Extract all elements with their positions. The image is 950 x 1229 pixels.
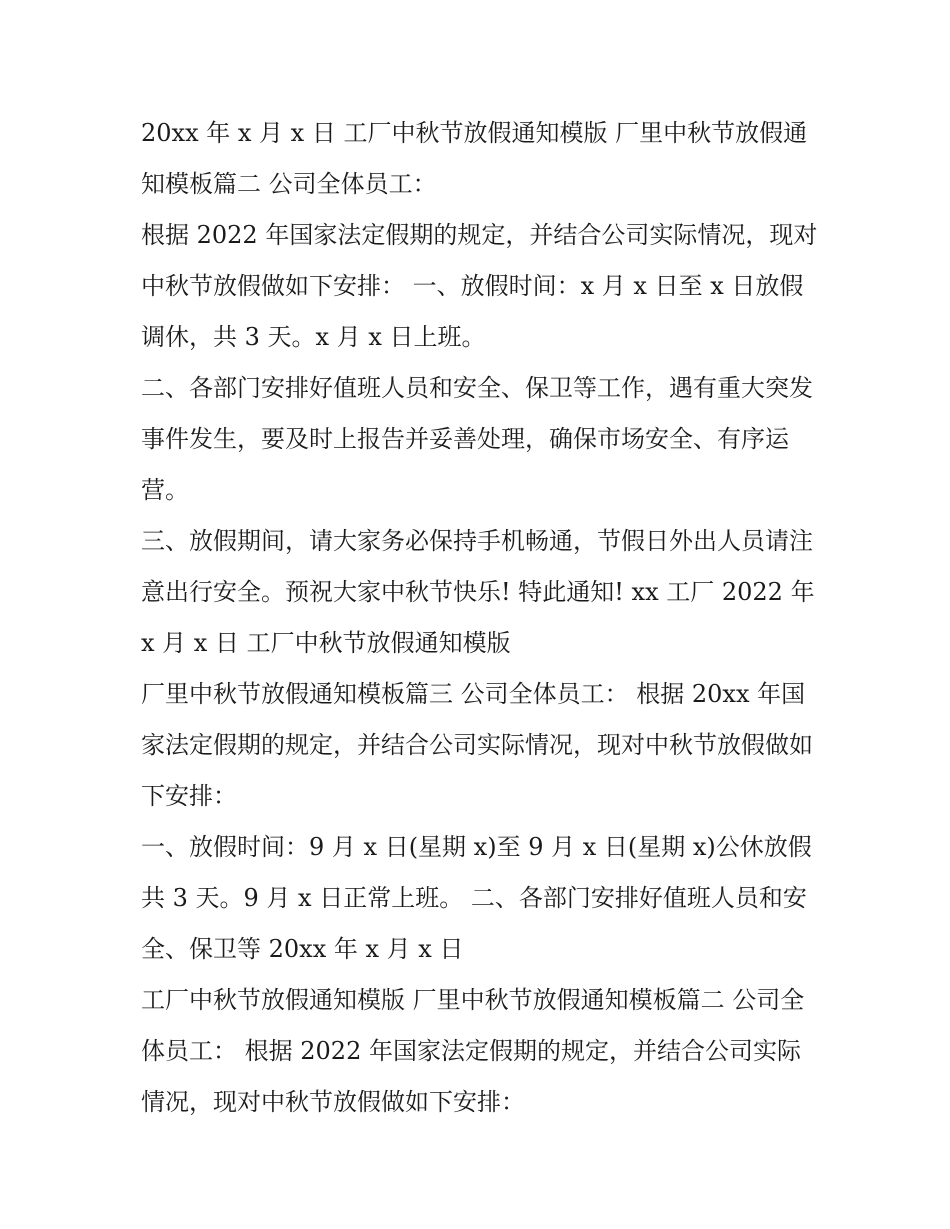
paragraph-5: 厂里中秋节放假通知模板篇三 公司全体员工： 根据 20xx 年国家法定假期的规定，并结合公司实际情况，现对中秋节放假做如下安排： — [141, 680, 813, 810]
paragraph-1: 20xx 年 x 月 x 日 工厂中秋节放假通知模版 厂里中秋节放假通知模板篇二 公司全体员工： — [141, 119, 808, 198]
document-body — [141, 108, 821, 1128]
paragraph-7: 工厂中秋节放假通知模版 厂里中秋节放假通知模板篇二 公司全体员工： 根据 2022 年国家法定假期的规定，并结合公司实际情况，现对中秋节放假做如下安排： — [141, 986, 805, 1116]
paragraph-4: 三、放假期间，请大家务必保持手机畅通，节假日外出人员请注意出行安全。预祝大家中秋节快乐! 特此通知! xx 工厂 2022 年 x 月 x 日 工厂中秋节放假通知模版 — [141, 527, 815, 657]
paragraph-2: 根据 2022 年国家法定假期的规定，并结合公司实际情况，现对中秋节放假做如下安排： 一、放假时间：x 月 x 日至 x 日放假调休，共 3 天。x 月 x 日上班。 — [141, 221, 818, 351]
paragraph-3: 二、各部门安排好值班人员和安全、保卫等工作，遇有重大突发事件发生，要及时上报告并妥善处理，确保市场安全、有序运营。 — [141, 374, 813, 504]
paragraph-6: 一、放假时间：9 月 x 日(星期 x)至 9 月 x 日(星期 x)公休放假共 3 天。9 月 x 日正常上班。 二、各部门安排好值班人员和安全、保卫等 20xx 年 x 月 x 日 — [141, 833, 812, 963]
